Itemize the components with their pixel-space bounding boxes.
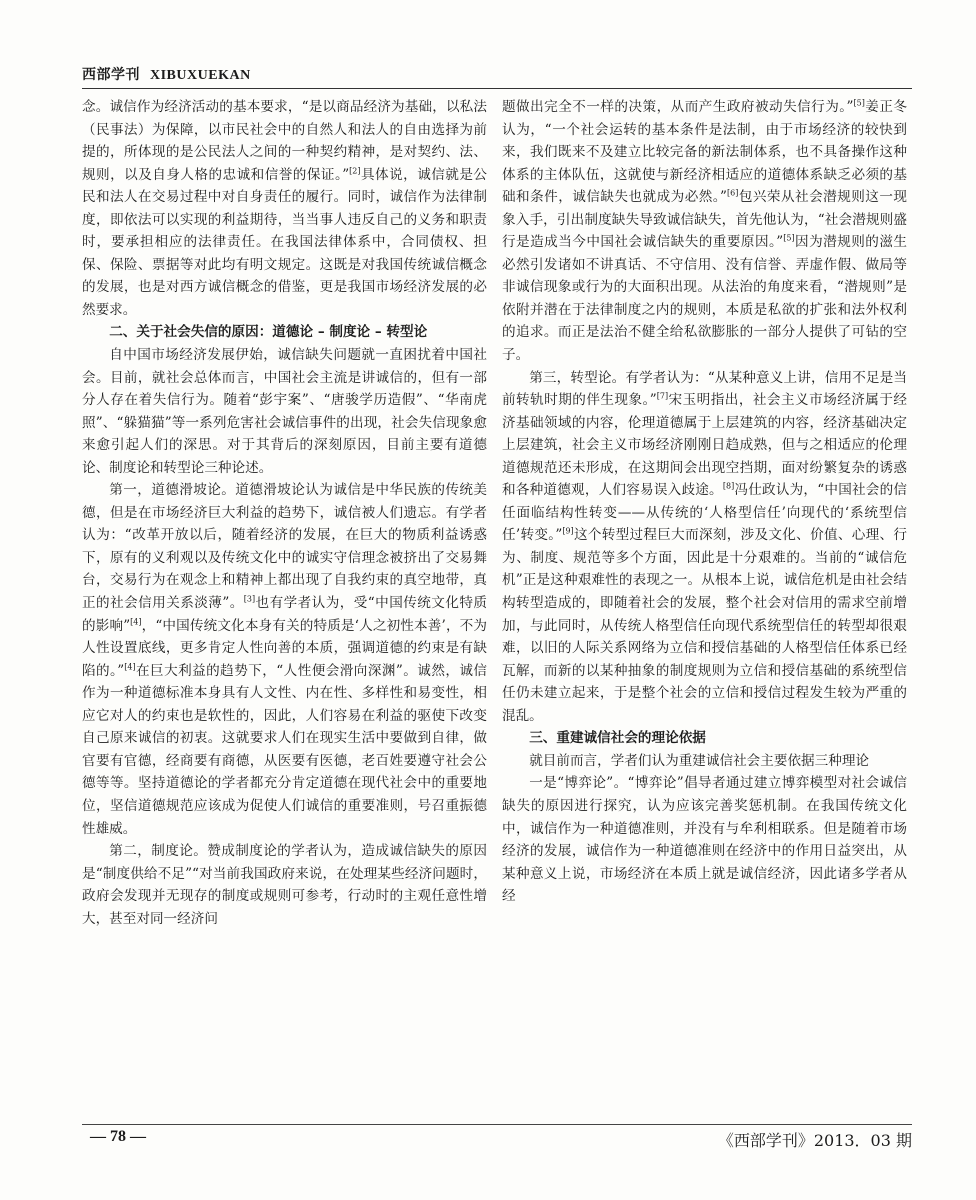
citation-marker: [4] (130, 617, 142, 627)
text-run: 也有学者认为，受“中国传统文化特质的影响” (82, 595, 487, 634)
body-paragraph (502, 367, 907, 728)
text-run: 第一，道德滑坡论。道德滑坡论认为诚信是中华民族的传统美德，但是在市场经济巨大利益的趋势下，诚信被人们遗忘。有学者认为：“改革开放以后，随着经济的发展，在巨大的物质利益诱惑下，原有的义利观以及传统文化中的诚实守信理念被挤出了交易舞台，交易行为在观念上和精神上都出现了自我约束的真空地带，真正的社会信用关系淡薄”。 (82, 482, 487, 612)
citation-marker: [5] (853, 98, 865, 108)
text-run: 题做出完全不一样的决策，从而产生政府被动失信行为。” (502, 99, 854, 115)
text-run: 就目前而言，学者们认为重建诚信社会主要依据三种理论 (529, 752, 870, 769)
citation-marker: [8] (722, 481, 735, 491)
citation-marker: [2] (349, 166, 361, 176)
text-run: ，“中国传统文化本身有关的特质是‘人之初性本善’，不为人性设置底线，更多肯定人性向善的本质，强调道德的约束是有缺陷的。” (82, 617, 487, 679)
text-run: 在巨大利益的趋势下，“人性便会滑向深渊”。诚然，诚信作为一种道德标准本身具有人文性、内在性、多样性和易变性，相应它对人的约束也是软性的，因此，人们容易在利益的驱使下改变自己原来诚信的初衷。这就要求人们在现实生活中要做到自律，做官要有官德，经商要有商德，从医要有医德，老百姓要遵守社会公德等等。坚持道德论的学者都充分肯定道德在现代社会中的重要地位，坚信道德规范应该成为促使人们诚信的重要准则，号召重振德性雄威。 (82, 662, 487, 837)
journal-issue: 《西部学刊》2013．03 期 (717, 1131, 912, 1150)
text-run: 包兴荣从社会潜规则这一现象入手，引出制度缺失导致诚信缺失，首先他认为，“社会潜规则盛行是造成当今中国社会诚信缺失的重要原因。” (502, 189, 908, 251)
citation-marker: [3] (243, 594, 256, 604)
right-column (502, 96, 907, 908)
page-number: — 78 — (90, 1128, 146, 1145)
text-run: 宋玉明指出，社会主义市场经济属于经济基础领域的内容，伦理道德属于上层建筑的内容，经济基础决定上层建筑，社会主义市场经济刚刚日趋成熟，但与之相适应的伦理道德规范还未形成，在这期间会出现空挡期，面对纷繁复杂的诱惑和各种道德观，人们容易误入歧途。 (502, 392, 908, 499)
running-header (82, 64, 912, 84)
citation-marker: [5] (783, 233, 795, 243)
text-run: 一是“博弈论”。“博弈论”倡导者通过建立博弈模型对社会诚信缺失的原因进行探究，认为应该完善奖惩机制。在我国传统文化中，诚信作为一种道德准则，并没有与牟利相联系。但是随着市场经济的发展，诚信作为一种道德准则在经济中的作用日益突出，从某种意义上说，市场经济在本质上就是诚信经济，因此诸多学者从经 (502, 775, 907, 905)
citation-marker: [9] (562, 526, 574, 536)
journal-name-cn: 西部学刊 (82, 67, 140, 83)
body-paragraph (82, 96, 487, 321)
section-heading: 二、关于社会失信的原因：道德论 – 制度论 – 转型论 (109, 324, 428, 341)
text-run: 具体说，诚信就是公民和法人在交易过程中对自身责任的履行。同时，诚信作为法律制度，即依法可以实现的利益期待，当当事人违反自己的义务和职责时，要承担相应的法律责任。在我国法律体系中，合同债权、担保、保险、票据等对此均有明文规定。这既是对我国传统诚信概念的发展，也是对西方诚信概念的借鉴，更是我国市场经济发展的必然要求。 (82, 166, 487, 318)
text-run: 因为潜规则的滋生必然引发诸如不讲真话、不守信用、没有信誉、弄虚作假、做局等非诚信现象或行为的大面积出现。从法治的角度来看，“潜规则”是依附并潜在于法律制度之内的规则，本质是私欲的扩张和法外权利的追求。而正是法治不健全给私欲膨胀的一部分人提供了可钻的空子。 (502, 234, 908, 364)
text-run: 冯仕政认为，“中国社会的信任面临结构性转变——从传统的‘人格型信任’向现代的‘系统型信任’转变。” (502, 482, 908, 544)
text-run: 第二，制度论。赞成制度论的学者认为，造成诚信缺失的原因是“制度供给不足”“对当前我国政府来说，在处理某些经济问题时，政府会发现并无现存的制度或规则可参考，行动时的主观任意性增大，甚至对同一经济问 (82, 843, 487, 927)
text-run: 第三，转型论。有学者认为：“从某种意义上讲，信用不足是当前转轨时期的伴生现象。” (502, 369, 907, 409)
text-run: 这个转型过程巨大而深刻，涉及文化、价值、心理、行为、制度、规范等多个方面，因此是十分艰难的。当前的“诚信危机”正是这种艰难性的表现之一。从根本上说，诚信危机是由社会结构转型造成的，即随着社会的发展，整个社会对信用的需求空前增加，与此同时，从传统人格型信任向现代系统型信任的转型却很艰难，以旧的人际关系网络为立信和授信基础的人格型信任体系已经瓦解，而新的以某种抽象的制度规则为立信和授信基础的系统型信任仍未建立起来，于是整个社会的立信和授信过程发生较为严重的混乱。 (502, 527, 907, 724)
citation-marker: [4] (124, 662, 136, 672)
body-paragraph (502, 96, 907, 367)
body-paragraph (502, 750, 907, 773)
body-paragraph (82, 344, 487, 479)
citation-marker: [6] (727, 188, 739, 198)
text-run: 自中国市场经济发展伊始，诚信缺失问题就一直困扰着中国社会。目前，就社会总体而言，中国社会主流是讲诚信的，但有一部分人存在着失信行为。随着“彭宇案”、“唐骏学历造假”、“华南虎照”、“躲猫猫”等一系列危害社会诚信事件的出现，社会失信现象愈来愈引起人们的深思。对于其背后的深刻原因，目前主要有道德论、制度论和转型论三种论述。 (82, 347, 487, 476)
body-paragraph (82, 840, 487, 930)
footer-rule (82, 1124, 912, 1125)
text-run: 姜正冬认为，“一个社会运转的基本条件是法制，由于市场经济的较快到来，我们既来不及建立比较完备的新法制体系，也不具备操作这种体系的主体队伍，这就使与新经济相适应的道德体系缺乏必须的基础和条件，诚信缺失也就成为必然。” (502, 99, 908, 206)
left-column (82, 96, 487, 930)
body-paragraph (502, 772, 907, 907)
header-rule (82, 88, 912, 89)
journal-name-latin: XIBUXUEKAN (150, 68, 251, 83)
citation-marker: [7] (656, 391, 669, 401)
body-paragraph (82, 479, 487, 840)
section-heading: 三、重建诚信社会的理论依据 (529, 730, 706, 747)
text-run: 念。诚信作为经济活动的基本要求，“是以商品经济为基础，以私法（民事法）为保障，以市民社会中的自然人和法人的自由选择为前提的，所体现的是公民法人之间的一种契约精神，是对契约、法、规则，以及自身人格的忠诚和信誉的保证。” (82, 99, 487, 183)
